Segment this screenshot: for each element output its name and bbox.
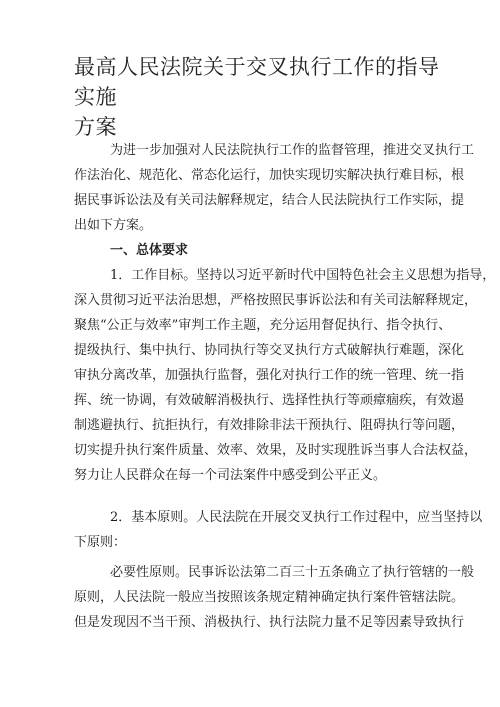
- paragraph-line: 出如下方案。: [74, 218, 153, 233]
- section-heading: 一、总体要求: [110, 243, 189, 258]
- paragraph-line: 聚焦“公正与效率”审判工作主题，充分运用督促执行、指令执行、: [74, 318, 452, 333]
- paragraph-line: 深入贯彻习近平法治思想，严格按照民事诉讼法和有关司法解释规定，: [74, 293, 478, 308]
- paragraph-line: 作法治化、规范化、常态化运行，加快实现切实解决执行难目标，根: [74, 168, 465, 183]
- paragraph-line: 提级执行、集中执行、协同执行等交叉执行方式破解执行难题，深化: [74, 343, 465, 358]
- paragraph-line: 努力让人民群众在每一个司法案件中感受到公平正义。: [74, 468, 387, 483]
- paragraph-line: 原则，人民法院一般应当按照该条规定精神确定执行案件管辖法院。: [74, 590, 465, 605]
- paragraph-line: 挥、统一协调，有效破解消极执行、选择性执行等顽瘴痼疾，有效遏: [74, 393, 465, 408]
- paragraph-line: 必要性原则。民事诉讼法第二百三十五条确立了执行管辖的一般: [110, 565, 475, 580]
- paragraph-line: 为进一步加强对人民法院执行工作的监督管理，推进交叉执行工: [110, 143, 475, 158]
- paragraph-line: 审执分离改革，加强执行监督，强化对执行工作的统一管理、统一指: [74, 368, 465, 383]
- title-line-2: 方案: [74, 115, 117, 139]
- paragraph-line: 切实提升执行案件质量、效率、效果，及时实现胜诉当事人合法权益，: [74, 443, 478, 458]
- document-title: [74, 52, 444, 142]
- paragraph-line: 1．工作目标。坚持以习近平新时代中国特色社会主义思想为指导，: [110, 268, 496, 283]
- paragraph-line: 2．基本原则。人民法院在开展交叉执行工作过程中，应当坚持以: [110, 510, 483, 525]
- title-line-1: 最高人民法院关于交叉执行工作的指导实施: [74, 55, 440, 109]
- paragraph-line: 下原则：: [74, 535, 127, 550]
- paragraph-line: 但是发现因不当干预、消极执行、执行法院力量不足等因素导致执行: [74, 615, 465, 630]
- paragraph-line: 制逃避执行、抗拒执行，有效排除非法干预执行、阻碍执行等问题，: [74, 418, 465, 433]
- paragraph-line: 据民事诉讼法及有关司法解释规定，结合人民法院执行工作实际，提: [74, 193, 465, 208]
